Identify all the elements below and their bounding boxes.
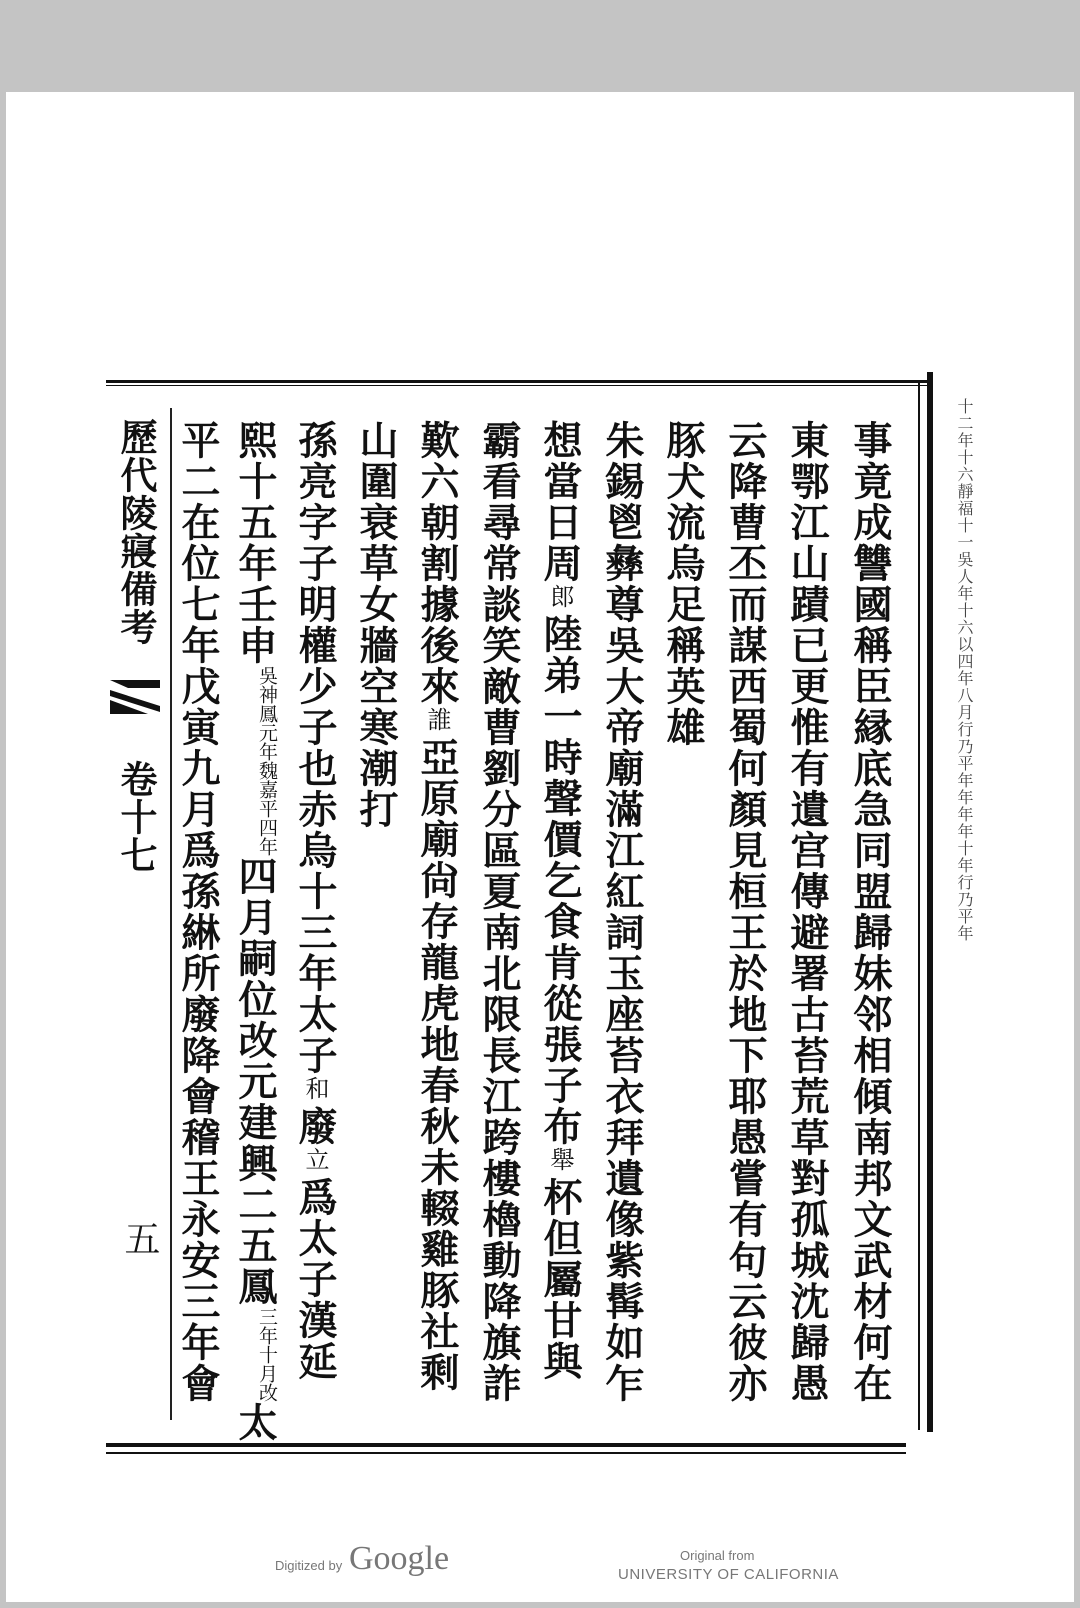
column-6-part-c: 杯但屬甘與 xyxy=(537,1177,583,1382)
bleed-through-column: 十二年十六靜福十一吳人年十六以四年八月行乃平年年年年十年行乃平年 xyxy=(955,398,974,942)
footer-university: UNIVERSITY OF CALIFORNIA xyxy=(618,1566,839,1583)
frame-border-top xyxy=(106,380,931,383)
column-6-part-a: 想當日周 xyxy=(537,420,583,584)
column-10-note-2: 立 xyxy=(301,1147,329,1177)
text-column-10 xyxy=(293,420,337,1382)
text-column-11 xyxy=(233,420,277,1443)
footer-google-logo: Google xyxy=(349,1540,450,1577)
text-column-7: 霸看尋常談笑敵曹劉分區夏南北限長江跨樓櫓動降旗詐 xyxy=(476,420,522,1404)
text-column-1: 事竟成讐國稱臣縁底急同盟歸妹邻相傾南邦文武材何在 xyxy=(847,420,893,1404)
text-column-3: 云降曹丕而謀西蜀何顏見桓王於地下耶愚嘗有句云彼亦 xyxy=(722,420,768,1404)
margin-divider-line xyxy=(170,408,172,1420)
text-column-6 xyxy=(538,420,582,1382)
margin-book-title: 歷代陵寢備考 xyxy=(114,418,158,646)
column-11-double-note xyxy=(257,666,277,856)
footer-original-from: Original from xyxy=(680,1548,755,1563)
column-11-part-b: 四月嗣位改元建興二五鳳 xyxy=(232,856,278,1307)
column-11-part-c: 太 xyxy=(232,1402,278,1443)
column-11-part-a: 熙十五年壬申 xyxy=(232,420,278,666)
column-11-note-right: 吳神鳳元年 xyxy=(256,666,278,761)
footer-digitized-by: Digitized by xyxy=(275,1558,343,1573)
margin-juan-number: 卷十七 xyxy=(114,760,158,874)
column-11-note-left: 魏嘉平四年 xyxy=(256,761,278,856)
column-11-note2-right: 三年十 xyxy=(256,1307,278,1364)
text-column-2: 東鄂江山蹟已更惟有遺宫傳避署古苔荒草對孤城沈歸愚 xyxy=(784,420,830,1404)
column-8-part-b: 亞原廟尙存龍虎地春秋未輟雞豚社剩 xyxy=(414,737,460,1393)
column-8-part-a: 歎六朝割據後來 xyxy=(414,420,460,707)
column-8-note: 誰 xyxy=(423,707,451,737)
column-10-note: 和 xyxy=(301,1076,329,1106)
frame-border-right-inner xyxy=(918,380,920,1430)
text-column-9: 山圍衰草女牆空寒潮打 xyxy=(353,420,399,830)
column-11-double-note-2 xyxy=(257,1307,277,1402)
column-10-part-a: 孫亮字子明權少子也赤烏十三年太子 xyxy=(292,420,338,1076)
column-10-part-b: 廢 xyxy=(292,1106,338,1147)
frame-border-top-inner xyxy=(106,385,931,386)
column-6-note-2: 舉 xyxy=(546,1147,574,1177)
frame-border-bottom xyxy=(106,1443,906,1447)
text-column-8 xyxy=(415,420,459,1393)
column-10-part-c: 爲太子漢延 xyxy=(292,1177,338,1382)
fishtail-mark xyxy=(108,676,162,716)
text-column-4: 豚犬流烏足稱英雄 xyxy=(660,420,706,748)
column-6-part-b: 陸弟一時聲價乞食肯從張子布 xyxy=(537,614,583,1147)
frame-border-bottom-inner xyxy=(106,1452,906,1454)
frame-border-right xyxy=(927,372,933,1432)
text-column-12: 平二在位七年戊寅九月爲孫綝所廢降會稽王永安三年會 xyxy=(175,420,221,1404)
margin-page-number: 五 xyxy=(119,1220,160,1256)
column-6-note: 郎 xyxy=(546,584,574,614)
column-11-note2-left: 月改 xyxy=(256,1364,278,1402)
text-column-5: 朱錫鬯彝尊吳大帝廟滿江紅詞玉座苔衣拜遺像紫髯如乍 xyxy=(599,420,645,1404)
